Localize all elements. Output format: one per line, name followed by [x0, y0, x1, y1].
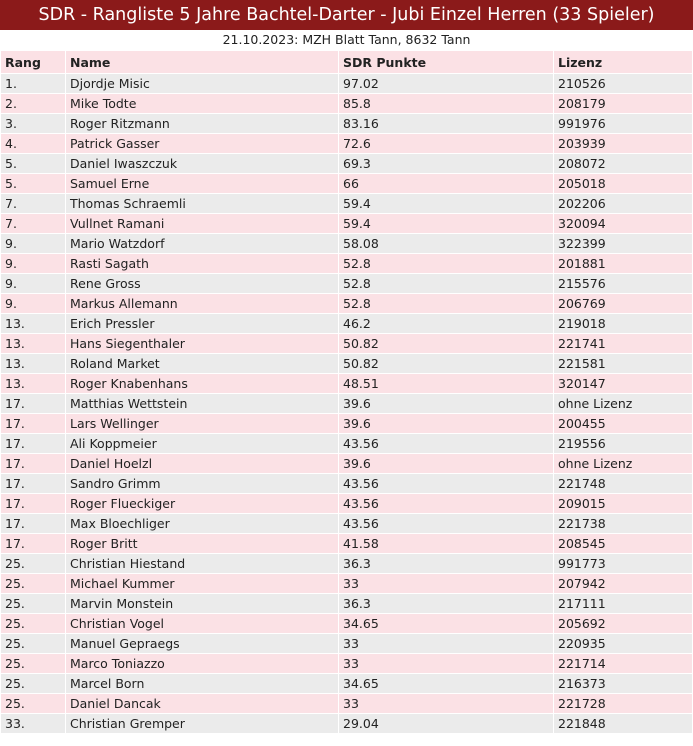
player-name-cell: Max Bloechliger [66, 514, 339, 534]
sdr-points-cell: 34.65 [339, 674, 554, 694]
table-row [1, 434, 692, 454]
player-name-cell: Christian Hiestand [66, 554, 339, 574]
rank-cell: 13. [1, 334, 66, 354]
table-row [1, 674, 692, 694]
sdr-points-cell: 83.16 [339, 114, 554, 134]
table-row [1, 414, 692, 434]
sdr-points-cell: 34.65 [339, 614, 554, 634]
license-cell: 203939 [554, 134, 693, 154]
license-cell: 217111 [554, 594, 693, 614]
license-cell: 208545 [554, 534, 693, 554]
table-row [1, 714, 692, 734]
rank-cell: 9. [1, 294, 66, 314]
sdr-points-cell: 39.6 [339, 394, 554, 414]
player-name-cell: Marvin Monstein [66, 594, 339, 614]
sdr-points-cell: 33 [339, 634, 554, 654]
rank-cell: 13. [1, 354, 66, 374]
rank-cell: 3. [1, 114, 66, 134]
license-cell: 320094 [554, 214, 693, 234]
player-name-cell: Rene Gross [66, 274, 339, 294]
player-name-cell: Samuel Erne [66, 174, 339, 194]
player-name-cell: Marco Toniazzo [66, 654, 339, 674]
license-cell: 221738 [554, 514, 693, 534]
table-row [1, 474, 692, 494]
sdr-points-cell: 36.3 [339, 594, 554, 614]
sdr-points-cell: 33 [339, 694, 554, 714]
column-header-points: SDR Punkte [339, 51, 554, 74]
license-cell: 216373 [554, 674, 693, 694]
player-name-cell: Patrick Gasser [66, 134, 339, 154]
sdr-points-cell: 29.04 [339, 714, 554, 734]
player-name-cell: Ali Koppmeier [66, 434, 339, 454]
license-cell: 221741 [554, 334, 693, 354]
license-cell: 200455 [554, 414, 693, 434]
rank-cell: 17. [1, 494, 66, 514]
table-row [1, 654, 692, 674]
player-name-cell: Roger Ritzmann [66, 114, 339, 134]
table-row [1, 314, 692, 334]
table-row [1, 354, 692, 374]
sdr-points-cell: 46.2 [339, 314, 554, 334]
rank-cell: 13. [1, 314, 66, 334]
table-row [1, 614, 692, 634]
player-name-cell: Roland Market [66, 354, 339, 374]
ranking-rows [1, 74, 692, 734]
rank-cell: 17. [1, 394, 66, 414]
sdr-points-cell: 48.51 [339, 374, 554, 394]
sdr-points-cell: 66 [339, 174, 554, 194]
table-row [1, 114, 692, 134]
sdr-points-cell: 33 [339, 574, 554, 594]
license-cell: 221848 [554, 714, 693, 734]
license-cell: 202206 [554, 194, 693, 214]
table-row [1, 534, 692, 554]
sdr-points-cell: 50.82 [339, 334, 554, 354]
player-name-cell: Daniel Iwaszczuk [66, 154, 339, 174]
table-row [1, 494, 692, 514]
license-cell: 210526 [554, 74, 693, 94]
rank-cell: 9. [1, 274, 66, 294]
column-header-rank: Rang [1, 51, 66, 74]
sdr-points-cell: 43.56 [339, 474, 554, 494]
license-cell: 219018 [554, 314, 693, 334]
rank-cell: 9. [1, 234, 66, 254]
sdr-points-cell: 52.8 [339, 254, 554, 274]
sdr-points-cell: 43.56 [339, 434, 554, 454]
player-name-cell: Michael Kummer [66, 574, 339, 594]
sdr-points-cell: 59.4 [339, 214, 554, 234]
license-cell: 220935 [554, 634, 693, 654]
sdr-points-cell: 41.58 [339, 534, 554, 554]
sdr-points-cell: 39.6 [339, 454, 554, 474]
table-row [1, 214, 692, 234]
sdr-points-cell: 52.8 [339, 294, 554, 314]
license-cell: 206769 [554, 294, 693, 314]
table-row [1, 574, 692, 594]
player-name-cell: Hans Siegenthaler [66, 334, 339, 354]
table-row [1, 394, 692, 414]
sdr-points-cell: 52.8 [339, 274, 554, 294]
rank-cell: 25. [1, 694, 66, 714]
license-cell: 991976 [554, 114, 693, 134]
sdr-points-cell: 43.56 [339, 514, 554, 534]
table-row [1, 234, 692, 254]
player-name-cell: Daniel Hoelzl [66, 454, 339, 474]
table-row [1, 154, 692, 174]
rank-cell: 17. [1, 414, 66, 434]
sdr-points-cell: 39.6 [339, 414, 554, 434]
sdr-points-cell: 85.8 [339, 94, 554, 114]
table-row [1, 694, 692, 714]
rank-cell: 7. [1, 194, 66, 214]
table-row [1, 454, 692, 474]
license-cell: 207942 [554, 574, 693, 594]
player-name-cell: Matthias Wettstein [66, 394, 339, 414]
player-name-cell: Mario Watzdorf [66, 234, 339, 254]
table-row [1, 294, 692, 314]
table-row [1, 274, 692, 294]
player-name-cell: Roger Knabenhans [66, 374, 339, 394]
rank-cell: 13. [1, 374, 66, 394]
sdr-points-cell: 97.02 [339, 74, 554, 94]
license-cell: 221748 [554, 474, 693, 494]
player-name-cell: Mike Todte [66, 94, 339, 114]
rank-cell: 17. [1, 534, 66, 554]
license-cell: 322399 [554, 234, 693, 254]
license-cell: 208179 [554, 94, 693, 114]
player-name-cell: Djordje Misic [66, 74, 339, 94]
license-cell: 221581 [554, 354, 693, 374]
license-cell: 205018 [554, 174, 693, 194]
rank-cell: 9. [1, 254, 66, 274]
rank-cell: 25. [1, 634, 66, 654]
page-title: SDR - Rangliste 5 Jahre Bachtel-Darter - Jubi Einzel Herren (33 Spieler) [0, 0, 693, 30]
sdr-points-cell: 36.3 [339, 554, 554, 574]
table-row [1, 194, 692, 214]
license-cell: 221714 [554, 654, 693, 674]
rank-cell: 2. [1, 94, 66, 114]
table-row [1, 554, 692, 574]
table-row [1, 254, 692, 274]
event-subtitle: 21.10.2023: MZH Blatt Tann, 8632 Tann [222, 32, 471, 47]
player-name-cell: Lars Wellinger [66, 414, 339, 434]
table-row [1, 74, 692, 94]
player-name-cell: Erich Pressler [66, 314, 339, 334]
table-row [1, 134, 692, 154]
sdr-points-cell: 72.6 [339, 134, 554, 154]
player-name-cell: Christian Vogel [66, 614, 339, 634]
license-cell: 201881 [554, 254, 693, 274]
player-name-cell: Roger Flueckiger [66, 494, 339, 514]
player-name-cell: Marcel Born [66, 674, 339, 694]
sdr-points-cell: 59.4 [339, 194, 554, 214]
rank-cell: 17. [1, 434, 66, 454]
rank-cell: 17. [1, 474, 66, 494]
table-row [1, 334, 692, 354]
license-cell: 208072 [554, 154, 693, 174]
license-cell: ohne Lizenz [554, 394, 693, 414]
license-cell: 205692 [554, 614, 693, 634]
player-name-cell: Rasti Sagath [66, 254, 339, 274]
column-header-license: Lizenz [554, 51, 693, 74]
table-row [1, 94, 692, 114]
rank-cell: 7. [1, 214, 66, 234]
license-cell: 991773 [554, 554, 693, 574]
license-cell: 209015 [554, 494, 693, 514]
rank-cell: 25. [1, 574, 66, 594]
sdr-points-cell: 33 [339, 654, 554, 674]
sdr-points-cell: 69.3 [339, 154, 554, 174]
rank-cell: 17. [1, 514, 66, 534]
sdr-points-cell: 50.82 [339, 354, 554, 374]
rank-cell: 25. [1, 674, 66, 694]
rank-cell: 17. [1, 454, 66, 474]
table-header-row [1, 51, 692, 74]
rank-cell: 1. [1, 74, 66, 94]
rank-cell: 5. [1, 174, 66, 194]
table-row [1, 514, 692, 534]
table-row [1, 174, 692, 194]
player-name-cell: Christian Gremper [66, 714, 339, 734]
rank-cell: 33. [1, 714, 66, 734]
player-name-cell: Markus Allemann [66, 294, 339, 314]
license-cell: 219556 [554, 434, 693, 454]
table-row [1, 634, 692, 654]
player-name-cell: Manuel Gepraegs [66, 634, 339, 654]
rank-cell: 25. [1, 654, 66, 674]
player-name-cell: Roger Britt [66, 534, 339, 554]
table-row [1, 374, 692, 394]
player-name-cell: Sandro Grimm [66, 474, 339, 494]
rank-cell: 5. [1, 154, 66, 174]
table-row [1, 594, 692, 614]
license-cell: 215576 [554, 274, 693, 294]
ranking-table [1, 51, 692, 734]
license-cell: 320147 [554, 374, 693, 394]
sdr-points-cell: 58.08 [339, 234, 554, 254]
column-header-name: Name [66, 51, 339, 74]
player-name-cell: Daniel Dancak [66, 694, 339, 714]
player-name-cell: Vullnet Ramani [66, 214, 339, 234]
rank-cell: 25. [1, 594, 66, 614]
rank-cell: 4. [1, 134, 66, 154]
player-name-cell: Thomas Schraemli [66, 194, 339, 214]
rank-cell: 25. [1, 554, 66, 574]
rank-cell: 25. [1, 614, 66, 634]
sdr-points-cell: 43.56 [339, 494, 554, 514]
license-cell: 221728 [554, 694, 693, 714]
license-cell: ohne Lizenz [554, 454, 693, 474]
